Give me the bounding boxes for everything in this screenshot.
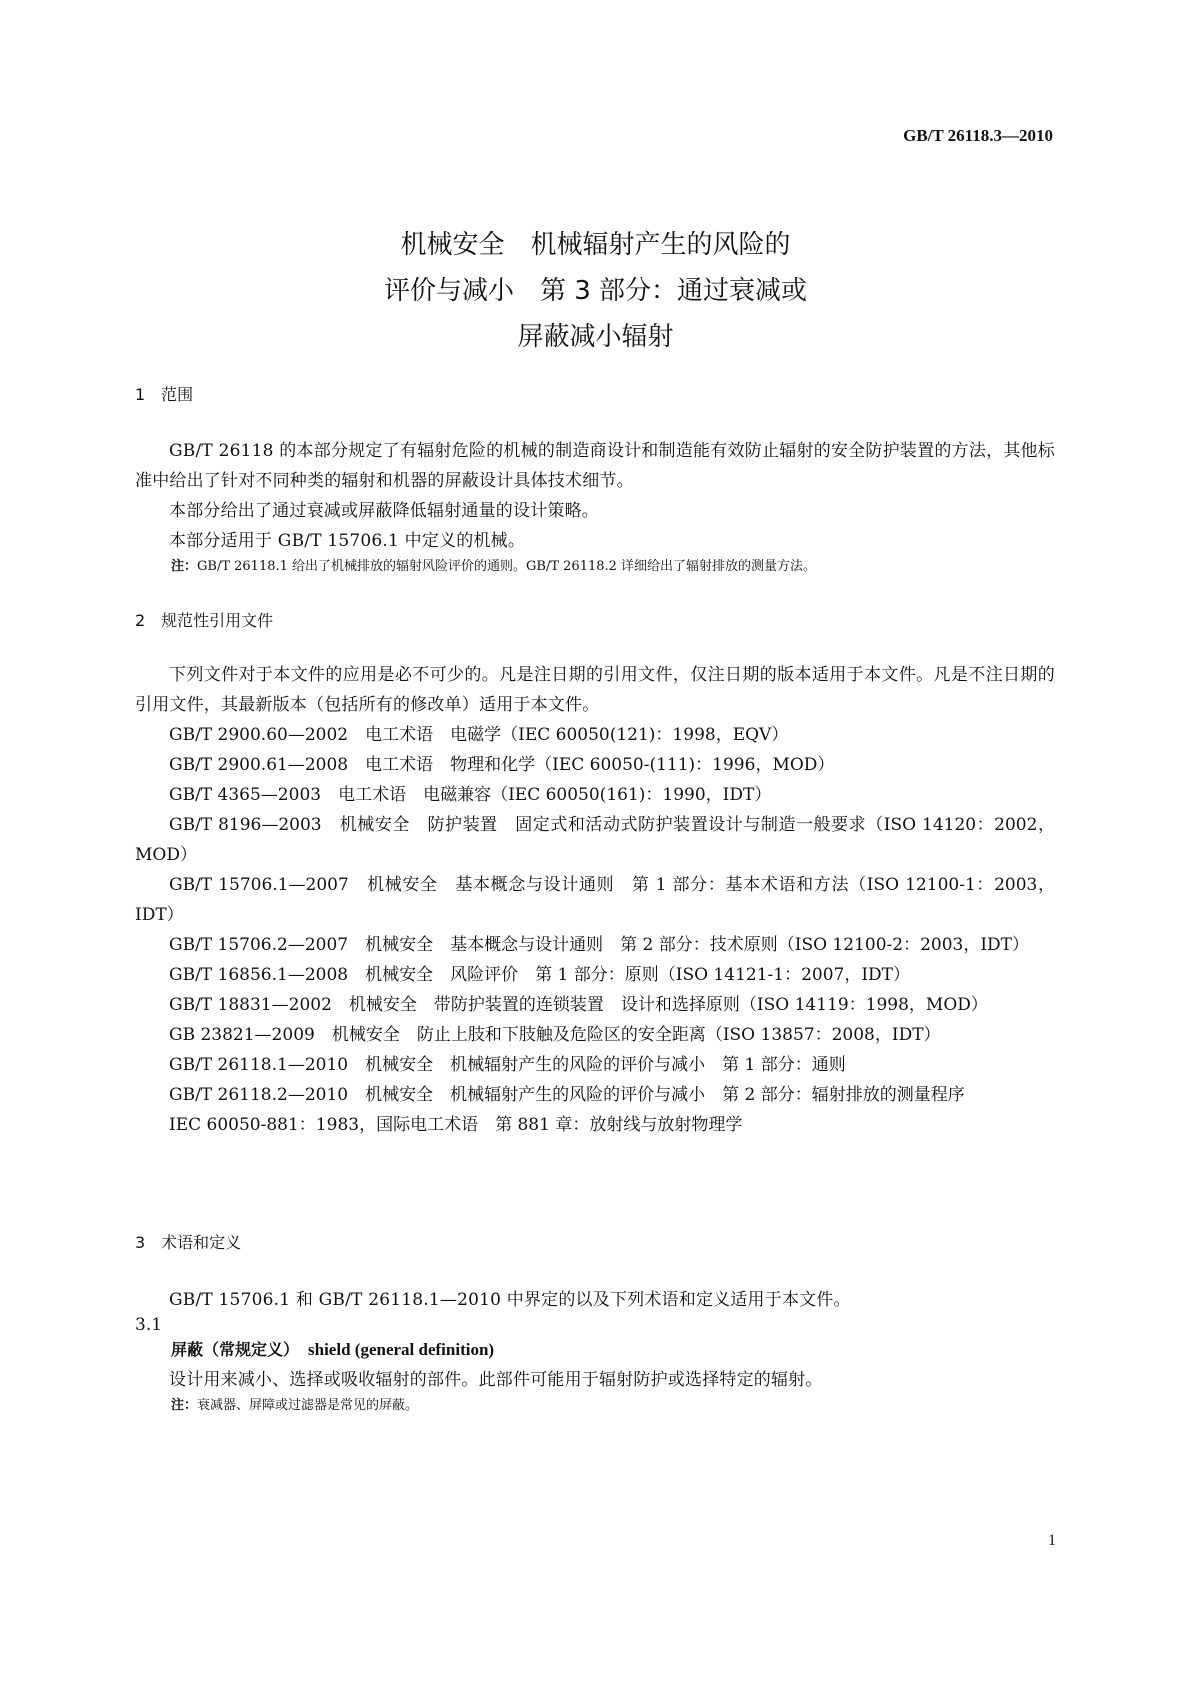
term-english: shield (general definition) [308,1340,495,1359]
term-chinese: 屏蔽（常规定义） [171,1340,292,1359]
paragraph: 下列文件对于本文件的应用是必不可少的。凡是注日期的引用文件，仅注日期的版本适用于本文件。凡是不注日期的引用文件，其最新版本（包括所有的修改单）适用于本文件。 [135,665,1055,715]
document-title [0,222,1191,360]
note-text: 衰减器、屏障或过滤器是常见的屏蔽。 [197,1398,419,1413]
section-2-heading-block [135,608,1055,631]
title-line-1: 机械安全 机械辐射产生的风险的 [400,230,791,260]
reference-item: GB/T 26118.1—2010 机械安全 机械辐射产生的风险的评价与减小 第 1 部分：通则 [169,1055,846,1075]
reference-item: GB 23821—2009 机械安全 防止上肢和下肢触及危险区的安全距离（ISO 13857：2008，IDT） [169,1025,941,1045]
section-heading: 2 规范性引用文件 [135,611,274,630]
term-number: 3.1 [135,1315,163,1335]
note-label: 注： [171,1398,198,1413]
note-label: 注： [171,559,198,574]
section-1-body [135,436,1055,578]
page-number: 1 [1048,1532,1056,1549]
title-line-2: 评价与减小 第 3 部分：通过衰减或 [383,276,808,306]
paragraph: GB/T 26118 的本部分规定了有辐射危险的机械的制造商设计和制造能有效防止辐射的安全防护装置的方法，其他标准中给出了针对不同种类的辐射和机器的屏蔽设计具体技术细节。 [135,441,1055,491]
standard-code: GB/T 26118.3—2010 [903,126,1053,145]
section-heading: 1 范围 [135,385,194,404]
section-1-heading-block [135,382,1055,405]
reference-item: GB/T 8196—2003 机械安全 防护装置 固定式和活动式防护装置设计与制造一般要求（ISO 14120：2002，MOD） [135,815,1055,865]
reference-item: GB/T 2900.60—2002 电工术语 电磁学（IEC 60050(121)：1998，EQV） [169,725,789,745]
reference-item: GB/T 16856.1—2008 机械安全 风险评价 第 1 部分：原则（ISO 14121-1：2007，IDT） [169,965,911,985]
reference-item: GB/T 18831—2002 机械安全 带防护装置的连锁装置 设计和选择原则（ISO 14119：1998，MOD） [169,995,988,1015]
reference-item: GB/T 15706.1—2007 机械安全 基本概念与设计通则 第 1 部分：基本术语和方法（ISO 12100-1：2003，IDT） [135,875,1055,925]
reference-item: IEC 60050-881：1983，国际电工术语 第 881 章：放射线与放射物理学 [169,1115,743,1135]
reference-item: GB/T 15706.2—2007 机械安全 基本概念与设计通则 第 2 部分：技术原则（ISO 12100-2：2003，IDT） [169,935,1030,955]
paragraph: 本部分适用于 GB/T 15706.1 中定义的机械。 [169,531,526,551]
note [135,1395,1055,1417]
term-definition: 设计用来减小、选择或吸收辐射的部件。此部件可能用于辐射防护或选择特定的辐射。 [169,1370,823,1390]
section-heading: 3 术语和定义 [135,1233,242,1252]
title-line-3: 屏蔽减小辐射 [517,322,674,352]
note-text: GB/T 26118.1 给出了机械排放的辐射风险评价的通则。GB/T 26118.2 详细给出了辐射排放的测量方法。 [197,559,817,574]
paragraph: 本部分给出了通过衰减或屏蔽降低辐射通量的设计策略。 [169,501,599,521]
reference-item: GB/T 2900.61—2008 电工术语 物理和化学（IEC 60050-(111)：1996，MOD） [169,755,835,775]
section-2-body [135,660,1055,1140]
section-3-body [135,1285,1055,1417]
section-3-heading-block [135,1230,1055,1253]
term-entry [135,1335,1055,1365]
note [135,556,1055,578]
reference-item: GB/T 26118.2—2010 机械安全 机械辐射产生的风险的评价与减小 第 2 部分：辐射排放的测量程序 [169,1085,965,1105]
paragraph: GB/T 15706.1 和 GB/T 26118.1—2010 中界定的以及下列术语和定义适用于本文件。 [169,1290,851,1310]
reference-item: GB/T 4365—2003 电工术语 电磁兼容（IEC 60050(161)：1990，IDT） [169,785,772,805]
